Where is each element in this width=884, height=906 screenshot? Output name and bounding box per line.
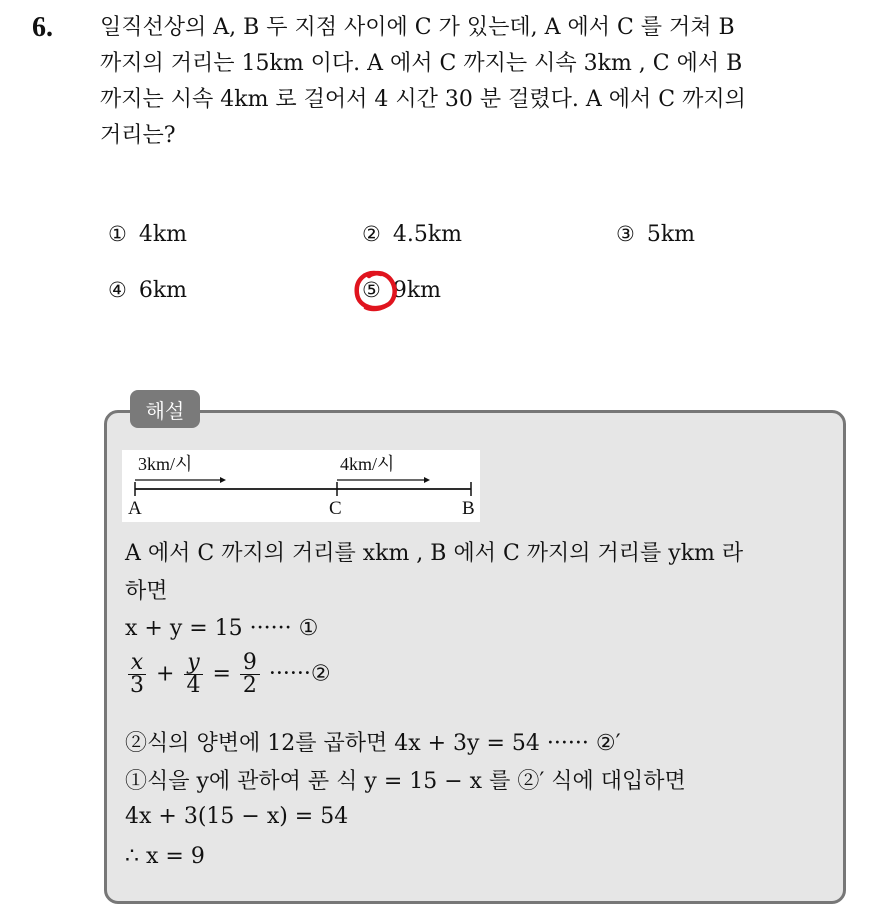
- solution-tag: 해설: [130, 390, 200, 428]
- choice-mark: ④: [108, 278, 127, 302]
- fraction-9-over-2: $\frac{9}{2}$: [240, 652, 260, 697]
- solution-line: A 에서 C 까지의 거리를 xkm , B 에서 C 까지의 거리를 ykm 라: [125, 541, 744, 566]
- question-line: 거리는?: [100, 123, 176, 148]
- equals-sign: =: [212, 661, 231, 687]
- choice-1[interactable]: [108, 222, 187, 247]
- speed-ac-label: 3km/시: [138, 454, 193, 474]
- choice-text: 6km: [138, 278, 188, 303]
- equation-2-tag: ······②: [268, 661, 331, 687]
- point-a-label: A: [128, 498, 142, 519]
- question-line: 까지는 시속 4km 로 걸어서 4 시간 30 분 걸렸다. A 에서 C 까지의: [100, 87, 746, 112]
- fraction-x-over-3: $\frac{x}{3}$: [127, 652, 147, 697]
- choice-mark: ①: [108, 222, 127, 246]
- choice-text: 4km: [138, 222, 188, 247]
- speed-cb-label: 4km/시: [340, 454, 395, 474]
- choice-2[interactable]: [362, 222, 462, 247]
- equation-1: x + y = 15 ······ ①: [125, 616, 319, 641]
- choice-text: 5km: [646, 222, 696, 247]
- choice-mark: ②: [362, 222, 381, 246]
- question-line: 까지의 거리는 15km 이다. A 에서 C 까지는 시속 3km , C 에서 B: [100, 51, 743, 76]
- question-line: 일직선상의 A, B 두 지점 사이에 C 가 있는데, A 에서 C 를 거쳐 B: [100, 15, 735, 40]
- point-b-label: B: [462, 498, 475, 519]
- plus-sign: +: [156, 661, 175, 687]
- solution-line: ②식의 양변에 12를 곱하면 4x + 3y = 54 ······ ②′: [125, 731, 621, 756]
- question-text: [100, 10, 870, 154]
- answer-circle-mark: [351, 268, 401, 314]
- choice-mark: ③: [616, 222, 635, 246]
- choice-4[interactable]: [108, 278, 187, 303]
- choice-text: 9km: [392, 278, 442, 303]
- equation-2: [125, 652, 331, 697]
- equation-3: 4x + 3(15 − x) = 54: [125, 804, 349, 829]
- question-number: 6.: [32, 12, 53, 43]
- choice-text: 4.5km: [392, 222, 463, 247]
- arrow-ac-head: [220, 477, 226, 483]
- distance-diagram: [122, 450, 480, 522]
- answer-line: ∴ x = 9: [125, 844, 205, 869]
- choice-mark: ⑤: [362, 278, 381, 302]
- arrow-cb-head: [424, 477, 430, 483]
- solution-line: 하면: [125, 579, 168, 604]
- fraction-y-over-4: $\frac{y}{4}$: [183, 652, 203, 697]
- choice-3[interactable]: [616, 222, 695, 247]
- solution-line: ①식을 y에 관하여 푼 식 y = 15 − x 를 ②′ 식에 대입하면: [125, 769, 686, 794]
- point-c-label: C: [329, 498, 342, 519]
